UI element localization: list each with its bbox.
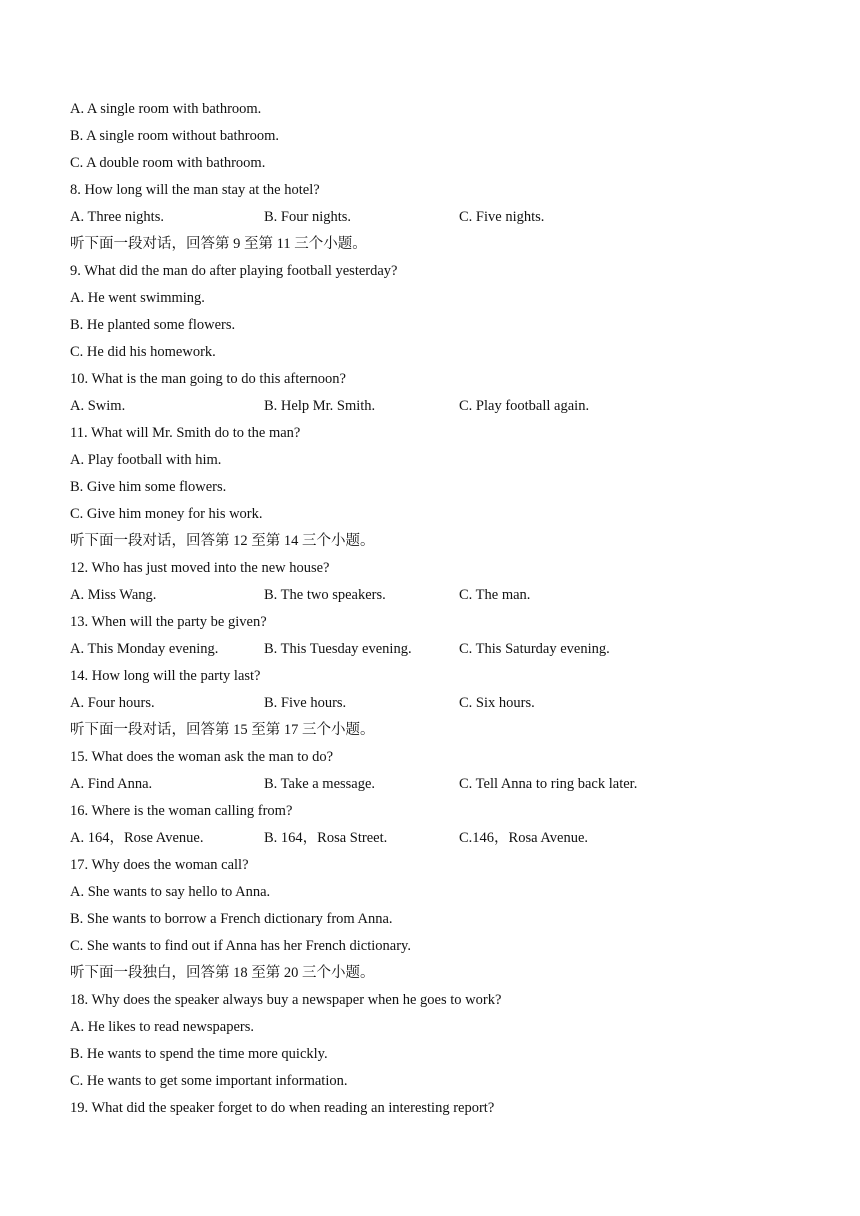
option-text: B. Take a message. <box>264 776 376 792</box>
text-line: 16. Where is the woman calling from? <box>70 803 293 819</box>
text-line: B. Give him some flowers. <box>70 479 227 495</box>
text-line: C. She wants to find out if Anna has her French dictionary. <box>70 938 411 954</box>
text-line: 听下面一段独白，回答第 18 至第 20 三个小题。 <box>70 965 375 981</box>
text-line: A. He likes to read newspapers. <box>70 1019 255 1035</box>
option-text: C. Play football again. <box>459 398 590 414</box>
text-line: 12. Who has just moved into the new house? <box>70 560 330 576</box>
option-text: C. The man. <box>459 587 531 603</box>
option-text: C. This Saturday evening. <box>459 641 610 657</box>
options-row <box>70 825 830 852</box>
text-line: 9. What did the man do after playing football yesterday? <box>70 263 398 279</box>
text-line: B. He wants to spend the time more quickly. <box>70 1046 328 1062</box>
text-line: C. He did his homework. <box>70 344 216 360</box>
text-line: 听下面一段对话，回答第 15 至第 17 三个小题。 <box>70 722 375 738</box>
option-text: B. Five hours. <box>264 695 347 711</box>
option-text: A. Four hours. <box>70 695 155 711</box>
option-text: B. The two speakers. <box>264 587 386 603</box>
text-line: 15. What does the woman ask the man to do? <box>70 749 334 765</box>
option-text: B. Four nights. <box>264 209 352 225</box>
text-line: 14. How long will the party last? <box>70 668 261 684</box>
text-line: 8. How long will the man stay at the hotel? <box>70 182 320 198</box>
text-line: 18. Why does the speaker always buy a newspaper when he goes to work? <box>70 992 502 1008</box>
text-line: B. He planted some flowers. <box>70 317 236 333</box>
option-text: A. Three nights. <box>70 209 164 225</box>
text-line: 13. When will the party be given? <box>70 614 267 630</box>
option-text: C. Five nights. <box>459 209 545 225</box>
options-row <box>70 582 830 609</box>
option-text: C. Tell Anna to ring back later. <box>459 776 638 792</box>
options-row <box>70 204 830 231</box>
option-text: C.146，Rosa Avenue. <box>459 830 589 846</box>
text-line: 听下面一段对话，回答第 9 至第 11 三个小题。 <box>70 236 367 252</box>
text-line: C. Give him money for his work. <box>70 506 263 522</box>
text-line: B. She wants to borrow a French dictionary from Anna. <box>70 911 393 927</box>
text-line: C. A double room with bathroom. <box>70 155 266 171</box>
option-text: A. Miss Wang. <box>70 587 157 603</box>
option-text: B. 164，Rosa Street. <box>264 830 388 846</box>
options-row <box>70 690 830 717</box>
text-line: A. Play football with him. <box>70 452 222 468</box>
options-row <box>70 636 830 663</box>
option-text: A. Find Anna. <box>70 776 153 792</box>
text-line: A. She wants to say hello to Anna. <box>70 884 271 900</box>
text-line: B. A single room without bathroom. <box>70 128 280 144</box>
option-text: A. Swim. <box>70 398 126 414</box>
text-line: C. He wants to get some important information. <box>70 1073 348 1089</box>
text-line: 19. What did the speaker forget to do when reading an interesting report? <box>70 1100 495 1116</box>
text-line: 11. What will Mr. Smith do to the man? <box>70 425 301 441</box>
option-text: C. Six hours. <box>459 695 535 711</box>
text-line: 10. What is the man going to do this afternoon? <box>70 371 346 387</box>
text-line: 听下面一段对话，回答第 12 至第 14 三个小题。 <box>70 533 375 549</box>
options-row <box>70 771 830 798</box>
option-text: A. 164，Rose Avenue. <box>70 830 204 846</box>
text-line: 17. Why does the woman call? <box>70 857 249 873</box>
exam-content <box>70 96 830 1122</box>
text-line: A. He went swimming. <box>70 290 205 306</box>
options-row <box>70 393 830 420</box>
option-text: B. Help Mr. Smith. <box>264 398 376 414</box>
text-line: A. A single room with bathroom. <box>70 101 262 117</box>
option-text: A. This Monday evening. <box>70 641 219 657</box>
option-text: B. This Tuesday evening. <box>264 641 412 657</box>
